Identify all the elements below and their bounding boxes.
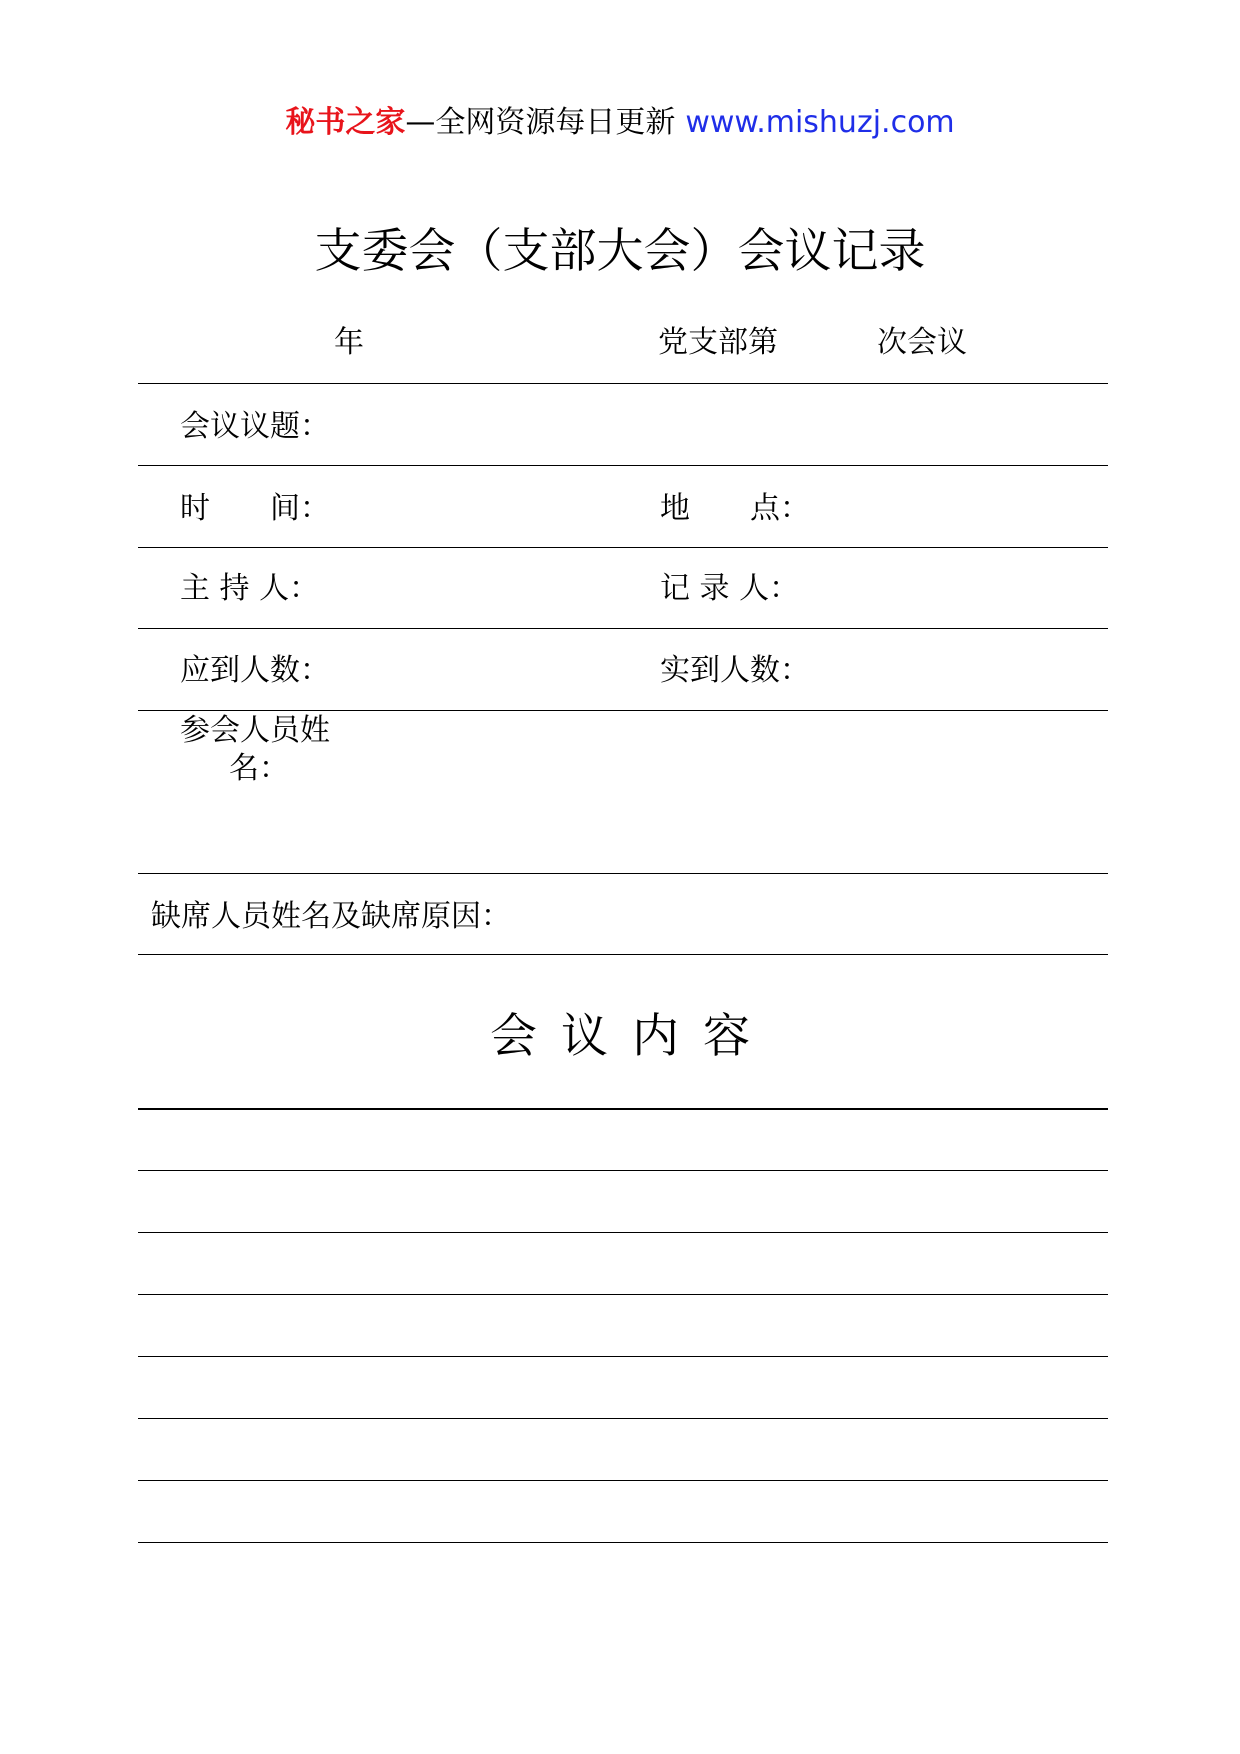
- writing-line: [138, 1294, 1108, 1295]
- site-slogan: —全网资源每日更新: [405, 105, 676, 140]
- session-label: 次会议: [877, 325, 967, 360]
- place-label: 地 点：: [660, 491, 810, 526]
- actual-count-label: 实到人数：: [660, 653, 810, 688]
- host-label: 主 持 人：: [180, 571, 320, 606]
- writing-line: [138, 1170, 1108, 1171]
- site-url-link[interactable]: www.mishuzj.com: [685, 105, 955, 140]
- writing-line: [138, 1542, 1108, 1543]
- recorder-label: 记 录 人：: [660, 571, 800, 606]
- divider: [138, 628, 1108, 629]
- year-label: 年: [334, 325, 364, 360]
- divider: [138, 873, 1108, 874]
- topic-label: 会议议题：: [180, 409, 330, 444]
- site-banner: [0, 101, 1240, 145]
- expected-count-label: 应到人数：: [180, 653, 330, 688]
- branch-label: 党支部第: [658, 325, 778, 360]
- writing-line: [138, 1480, 1108, 1481]
- time-label: 时 间：: [180, 491, 330, 526]
- section-title: 会议内容: [490, 1009, 774, 1064]
- writing-line: [138, 1418, 1108, 1419]
- writing-line: [138, 1108, 1108, 1110]
- divider: [138, 547, 1108, 548]
- attendees-label: 参会人员姓: [180, 713, 330, 748]
- divider: [138, 465, 1108, 466]
- divider: [138, 383, 1108, 384]
- attendees-label-cont: 名：: [229, 751, 289, 786]
- divider: [138, 954, 1108, 955]
- site-brand: 秘书之家: [285, 105, 406, 140]
- absent-label: 缺席人员姓名及缺席原因：: [151, 899, 511, 934]
- document-title: 支委会（支部大会）会议记录: [314, 224, 926, 279]
- writing-line: [138, 1232, 1108, 1233]
- writing-line: [138, 1356, 1108, 1357]
